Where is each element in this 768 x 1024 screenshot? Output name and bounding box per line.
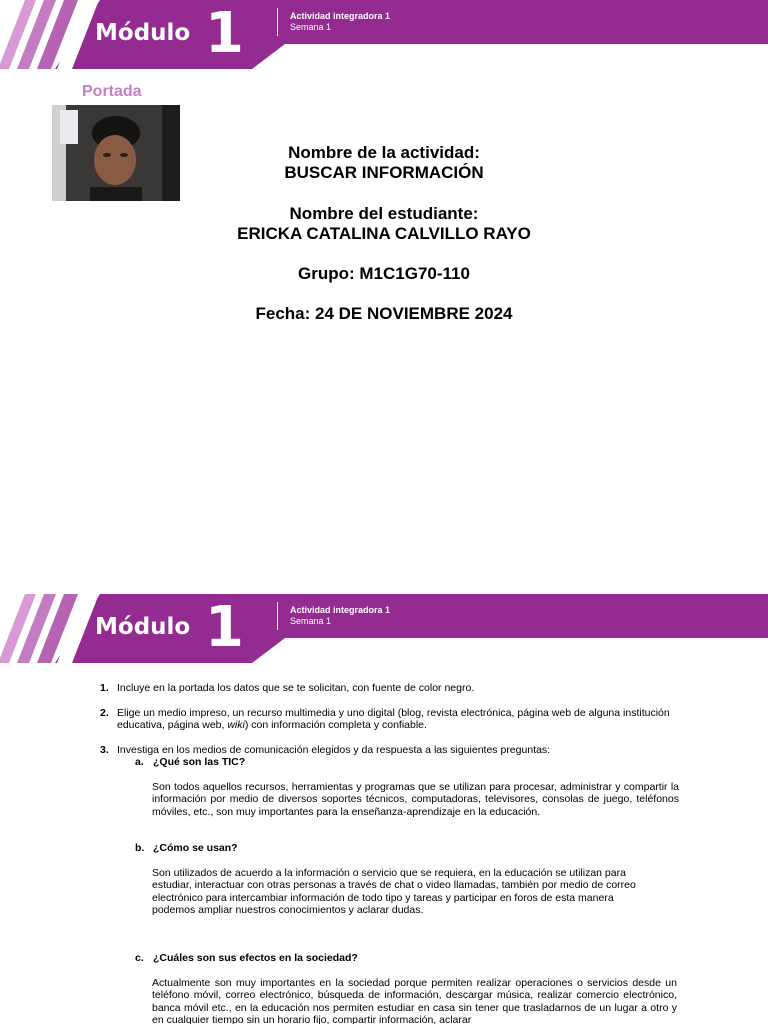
cover-line: BUSCAR INFORMACIÓN [284, 163, 484, 182]
item-text: Incluye en la portada los datos que se te solicitan, con fuente de color negro. [117, 682, 475, 694]
cover-activity-name [0, 143, 768, 183]
week-label: Semana 1 [290, 616, 332, 626]
cover-group [0, 264, 768, 284]
cover-date [0, 304, 768, 324]
question-b [135, 842, 665, 854]
cover-line: Grupo: M1C1G70-110 [298, 264, 470, 283]
question-text: ¿Cuáles son sus efectos en la sociedad? [153, 952, 358, 964]
module-number: 1 [205, 595, 244, 660]
answer-a: Son todos aquellos recursos, herramientas y programas que se utilizan para procesar, administrar y compartir la información por medio de diversos soportes técnicos, computadoras, televisores, consolas de juego, teléfonos móviles, etc., son muy importantes para la enseñanza-aprendizaje en la educación. [152, 781, 679, 818]
list-item [100, 707, 690, 732]
item-text-italic: wiki [227, 719, 245, 732]
portada-label: Portada [82, 83, 142, 100]
cover-line: Nombre de la actividad: [288, 143, 480, 162]
question-text: ¿Cómo se usan? [153, 842, 238, 854]
cover-line: Nombre del estudiante: [289, 204, 479, 223]
cover-student-name [0, 204, 768, 244]
item-number: 3. [100, 744, 109, 756]
question-letter: a. [135, 756, 144, 768]
question-text: ¿Qué son las TIC? [153, 756, 246, 768]
module-banner [0, 594, 768, 664]
activity-title: Actividad integradora 1 [290, 11, 391, 21]
header-divider [277, 8, 278, 36]
item-number: 1. [100, 682, 109, 694]
item-text: Investiga en los medios de comunicación elegidos y da respuesta a las siguientes preguntas: [117, 744, 551, 756]
question-c [135, 952, 665, 964]
module-number: 1 [205, 1, 244, 66]
item-number: 2. [100, 707, 109, 719]
module-banner [0, 0, 768, 70]
answer-b: Son utilizados de acuerdo a la información o servicio que se requiera, en la educación se utilizan para estudiar, interactuar con otras personas a través de chat o video llamadas, también por medio de correo electrónico para intercambiar información de todo tipo y tareas y participar en foros de esta manera podemos ampliar nuestros conocimientos y aclarar dudas. [152, 867, 636, 916]
header-divider [277, 602, 278, 630]
module-word: Módulo [95, 20, 191, 46]
list-item [100, 682, 690, 694]
item-text-part: ) con información completa y confiable. [244, 719, 427, 732]
question-letter: b. [135, 842, 145, 854]
item-text [117, 707, 690, 732]
list-item [100, 744, 690, 756]
cover-line: Fecha: 24 DE NOVIEMBRE 2024 [255, 304, 513, 323]
activity-title: Actividad integradora 1 [290, 605, 391, 615]
cover-line: ERICKA CATALINA CALVILLO RAYO [237, 224, 531, 243]
question-a [135, 756, 665, 768]
week-label: Semana 1 [290, 22, 332, 32]
module-word: Módulo [95, 614, 191, 640]
item-text-part: Elige un medio impreso, un recurso multimedia y uno digital (blog, revista electrónica, página web de alguna institución educativa, página web, [117, 707, 670, 732]
question-letter: c. [135, 952, 144, 964]
answer-c: Actualmente son muy importantes en la sociedad porque permiten realizar operaciones o servicios desde un teléfono móvil, correo electrónico, búsqueda de información, descargar música, realizar comercio electrónico, banca móvil etc., en la educación nos permiten estudiar en casa sin tener que trasladarnos de un lugar a otro y en cualquier tiempo sin un horario fijo, compartir información, aclarar [152, 977, 677, 1024]
